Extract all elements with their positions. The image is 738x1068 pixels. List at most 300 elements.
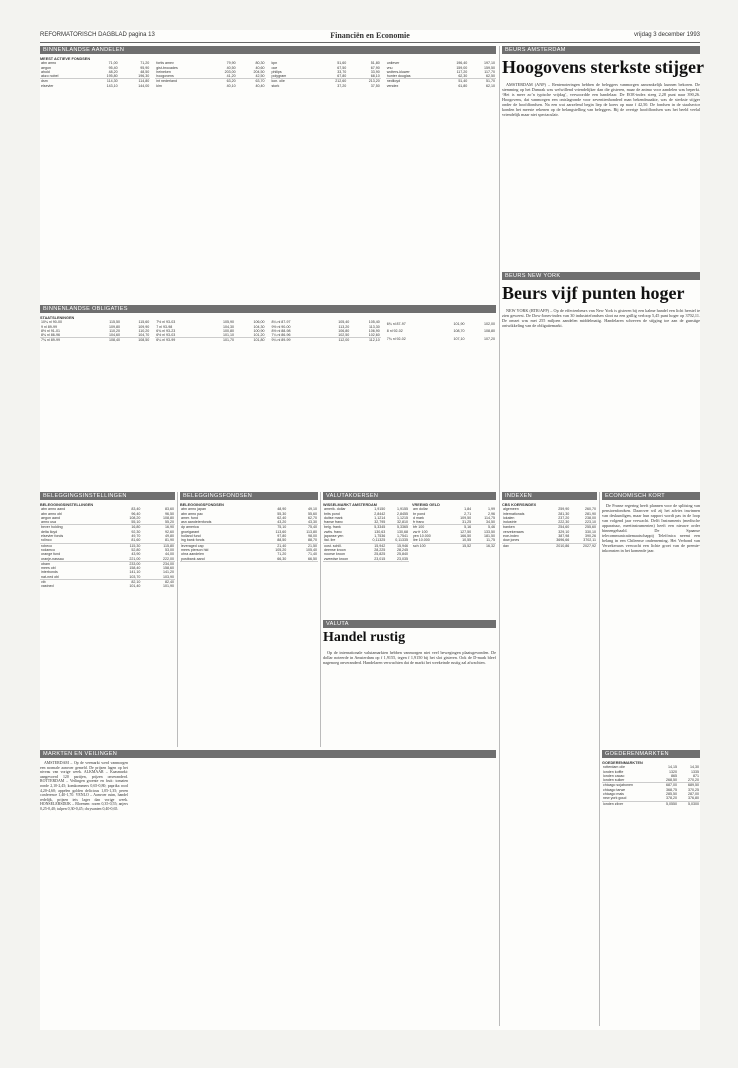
row-last-quote: 234,00 xyxy=(163,561,174,566)
row-last-quote: 107,20 xyxy=(484,336,495,341)
instellingen-table-title: BELEGGINGSINSTELLINGEN xyxy=(40,503,94,507)
row-last-quote: 130,68 xyxy=(397,529,408,534)
row-last-quote: 101,90 xyxy=(163,584,174,589)
row-last-quote: 33,90 xyxy=(370,69,380,74)
row-name: leveraged cap xyxy=(181,543,204,548)
row-last-quote: 158,60 xyxy=(163,566,174,571)
row-last-quote: 55,20 xyxy=(141,520,175,525)
row-last-quote: 92,60 xyxy=(165,529,174,534)
row-name: fortis amev xyxy=(156,61,174,66)
row-prev-quote: 51,60 xyxy=(337,61,347,66)
aandelen-table xyxy=(40,57,496,297)
row-prev-quote: 31,25 xyxy=(448,520,472,525)
row-name: int nederland xyxy=(156,79,178,84)
valuta-headline: Handel rustig xyxy=(323,630,406,645)
row-prev-quote: 62,40 xyxy=(277,515,287,520)
row-prev-quote: 104,30 xyxy=(222,324,234,329)
row-prev-quote: 81,60 xyxy=(108,538,142,543)
row-name: 7 nl 93-98 xyxy=(156,324,173,329)
row-name: chicago sojabonen xyxy=(603,783,633,788)
row-last-quote: 37,50 xyxy=(370,83,380,88)
row-prev-quote: 113,60 xyxy=(275,529,287,534)
row-last-quote: 112,10 xyxy=(369,338,380,343)
row-last-quote: 370,25 xyxy=(688,787,699,792)
row-prev-quote: 1,84 xyxy=(464,507,472,512)
row-name: 9½ nl 90-00 xyxy=(271,324,291,329)
row-last-quote: 3702,11 xyxy=(570,538,597,543)
row-last-quote: 101,80 xyxy=(253,338,265,343)
row-prev-quote: 15,942 xyxy=(374,543,386,548)
row-name: hoogovens xyxy=(155,74,207,79)
row-prev-quote: 55,10 xyxy=(108,520,142,525)
row-prev-quote: 196,40 xyxy=(456,61,468,66)
row-prev-quote: 61,80 xyxy=(458,83,468,88)
row-last-quote: 0,11335 xyxy=(386,538,409,543)
row-prev-quote: 109,80 xyxy=(108,324,120,329)
row-name: 8½ nl 91-01 xyxy=(41,328,60,333)
row-last-quote: 141,20 xyxy=(163,570,174,575)
column-divider xyxy=(499,46,500,1026)
row-name: belg. frank xyxy=(324,525,341,530)
amsterdam-article-body xyxy=(502,82,700,267)
row-last-quote: 11,75 xyxy=(472,538,496,543)
row-last-quote: 689,50 xyxy=(688,783,699,788)
row-last-quote: 55,60 xyxy=(308,511,317,516)
row-last-quote: 110,20 xyxy=(138,328,150,333)
row-name: eoe-index xyxy=(503,534,519,539)
row-last-quote: 49,10 xyxy=(308,507,317,512)
row-name: yen 10.000 xyxy=(413,534,431,539)
row-prev-quote: 103,70 xyxy=(108,575,142,580)
row-last-quote: 40,60 xyxy=(255,65,265,70)
goederen-rows xyxy=(602,765,700,806)
table-row xyxy=(271,84,381,88)
row-prev-quote: 102,50 xyxy=(320,333,351,338)
row-prev-quote: 143,10 xyxy=(106,83,118,88)
row-last-quote: 5,0300 xyxy=(688,801,699,806)
row-name: 6¾ nl 93-23 xyxy=(156,328,176,333)
row-prev-quote: 158,40 xyxy=(129,566,141,571)
amsterdam-headline: Hoogovens sterkste stijger xyxy=(502,57,704,77)
indexen-table xyxy=(502,503,597,743)
row-name: heineken xyxy=(156,69,171,74)
masthead-rule xyxy=(40,42,700,43)
row-last-quote: 14,30 xyxy=(690,765,699,770)
row-name: new york goud xyxy=(602,796,656,801)
row-name: brits pond xyxy=(324,511,340,516)
row-prev-quote: 16,80 xyxy=(131,525,141,530)
row-last-quote: 51,70 xyxy=(486,79,495,84)
amsterdam-article-text: AMSTERDAM (ANP) – Rentenoteringen hebben de beleggers vanmorgen aanvankelijk kunnen bekoren. De stemming op het Damrak was welwillend vriendelijker dan die gisteren, maar de animo voor aandelen was beperkt. ‘Het is meer zo’n typische vrijdag’, verwoordde een handelaar. De EOE-index steeg 2,28 punt naar 390,26. Hoogovens, dat vanmorgen een ontslagronde voor zeventienhonderd man bekendmaakte, was de sterkste stijger onder de hoofdfondsen. Na een wat aarzelend begin liep de koers op naar f 42,50. De fondsen in de staalsector konden het meeste rekenen op de belangstelling van beleggers. Bij de overige hoofdfondsen was het beeld veelal vriendelijk maar niet spectaculair. xyxy=(502,82,700,117)
row-name: bfr 100 xyxy=(413,525,425,530)
row-prev-quote: 71,20 xyxy=(277,552,287,557)
row-last-quote: 95,90 xyxy=(140,65,150,70)
row-last-quote: 102,00 xyxy=(484,321,495,326)
row-last-quote: 114,80 xyxy=(138,79,150,84)
vreemd-geld-table-title: VREEMD GELD xyxy=(412,503,440,507)
row-name: am dollar xyxy=(413,507,428,512)
row-prev-quote: 2,71 xyxy=(464,511,472,516)
aandelen-table-title: MEEST ACTIEVE FONDSEN xyxy=(40,57,91,61)
row-prev-quote: 222,30 xyxy=(544,520,571,525)
vreemd-geld-rows xyxy=(412,507,496,548)
row-name: rotterdam olie xyxy=(603,765,625,770)
row-prev-quote: 10,55 xyxy=(448,538,472,543)
row-name: internationals xyxy=(503,511,525,516)
table-row xyxy=(602,801,700,806)
row-name: zwits. franc xyxy=(324,529,342,534)
row-last-quote: 44,00 xyxy=(165,552,174,557)
row-name: kon. olie xyxy=(271,79,285,84)
row-last-quote: 2,8455 xyxy=(397,511,408,516)
instellingen-table xyxy=(40,503,175,743)
row-last-quote: 80,30 xyxy=(255,61,265,66)
row-prev-quote: 15,52 xyxy=(462,543,472,548)
vreemd-geld-table xyxy=(412,503,496,613)
row-prev-quote: 55,30 xyxy=(277,511,287,516)
valutakoersen-table-title: WISSELMARKT AMSTERDAM xyxy=(323,503,377,507)
quote-column xyxy=(155,320,265,342)
row-name: wolters-kluwer xyxy=(386,69,410,74)
quote-column xyxy=(155,61,265,88)
instellingen-rows xyxy=(40,507,175,588)
row-last-quote: 106,00 xyxy=(253,320,265,325)
row-last-quote: 113,80 xyxy=(306,529,317,534)
row-last-quote: 330,10 xyxy=(585,529,596,534)
row-name: gist-brocades xyxy=(156,65,178,70)
row-name: dax xyxy=(503,543,509,548)
row-last-quote: 390,26 xyxy=(585,534,596,539)
row-prev-quote: 141,10 xyxy=(129,570,141,575)
quote-column xyxy=(271,61,381,88)
row-last-quote: 23,035 xyxy=(386,557,409,562)
row-prev-quote: 1,9150 xyxy=(374,507,386,512)
row-prev-quote: 105,90 xyxy=(222,320,234,325)
row-prev-quote: 43,20 xyxy=(257,520,288,525)
band-goederenmarkten: GOEDERENMARKTEN xyxy=(602,750,700,758)
row-last-quote: 117,70 xyxy=(484,69,495,74)
economisch-kort-body xyxy=(602,503,700,743)
row-prev-quote: 25,825 xyxy=(374,552,386,557)
row-prev-quote: 82,10 xyxy=(131,580,141,585)
row-last-quote: 71,40 xyxy=(308,552,317,557)
band-beurs-new-york: BEURS NEW YORK xyxy=(502,272,700,280)
row-name: vastned xyxy=(41,584,54,589)
row-prev-quote: 109,50 xyxy=(460,515,472,520)
quote-column xyxy=(386,61,496,88)
row-prev-quote: 268,50 xyxy=(656,778,678,783)
row-name: unilever xyxy=(386,61,400,66)
row-name: ahold xyxy=(41,69,50,74)
row-name: ital. lire xyxy=(323,538,363,543)
row-last-quote: 113,30 xyxy=(369,324,380,329)
row-last-quote: 40,40 xyxy=(255,83,265,88)
row-name: chicago mais xyxy=(603,792,624,797)
row-prev-quote: 105,40 xyxy=(338,320,350,325)
row-name: 6¼ nl 93-99 xyxy=(156,338,176,343)
row-name: verzekeraars xyxy=(503,529,524,534)
row-name: bever holding xyxy=(41,525,63,530)
row-name: 8½ nl 88-98 xyxy=(271,328,291,333)
row-last-quote: 83,60 xyxy=(165,507,174,512)
row-prev-quote: 66,30 xyxy=(257,557,288,562)
row-last-quote: 376,80 xyxy=(678,796,700,801)
row-last-quote: 255,60 xyxy=(585,525,596,530)
table-row xyxy=(412,543,496,548)
row-name: polygram xyxy=(271,74,314,79)
row-last-quote: 1,7541 xyxy=(397,534,408,539)
obligaties-table-title: STAATSLENINGEN xyxy=(40,316,75,320)
row-last-quote: 106,90 xyxy=(368,328,380,333)
row-prev-quote: 101,70 xyxy=(222,338,234,343)
row-prev-quote: 108,70 xyxy=(453,329,465,334)
row-prev-quote: 48,20 xyxy=(108,69,118,74)
row-name: abn amro pac xyxy=(181,511,203,516)
quote-column xyxy=(40,61,150,88)
row-last-quote: 197,10 xyxy=(484,61,495,66)
masthead xyxy=(40,30,700,42)
row-name: mees pierson hld xyxy=(181,547,209,552)
row-last-quote: 16,90 xyxy=(165,525,174,530)
new-york-headline: Beurs vijf punten hoger xyxy=(502,283,685,303)
row-prev-quote: 1,1214 xyxy=(374,515,386,520)
row-name: deense kroon xyxy=(324,547,346,552)
row-name: fr franc xyxy=(412,520,448,525)
row-prev-quote: 387,98 xyxy=(558,534,570,539)
table-row xyxy=(386,84,496,88)
row-name: aegon aand xyxy=(41,515,60,520)
row-last-quote: 1,99 xyxy=(488,507,495,512)
row-name: japanse yen xyxy=(324,534,344,539)
row-prev-quote: 113,20 xyxy=(338,324,350,329)
row-name: abn amro xyxy=(41,61,57,66)
row-prev-quote: 104,60 xyxy=(92,333,121,338)
row-last-quote: 109,90 xyxy=(138,324,150,329)
row-name: 7¾ nl 89-99 xyxy=(41,338,60,343)
row-name: zw fr 100 xyxy=(413,529,428,534)
row-last-quote: 871 xyxy=(693,773,699,778)
row-name: vendex xyxy=(386,83,399,88)
row-last-quote: 223,10 xyxy=(570,520,597,525)
row-name: 7½ nl 93-03 xyxy=(156,320,176,325)
row-name: abn amro obl xyxy=(41,511,62,516)
row-prev-quote: 92,30 xyxy=(131,529,141,534)
row-last-quote: 1,1215 xyxy=(397,515,408,520)
row-name: amro usa xyxy=(40,520,108,525)
row-last-quote: 238,00 xyxy=(585,515,596,520)
band-beleggingsinstellingen: BELEGGINGSINSTELLINGEN xyxy=(40,492,175,500)
row-last-quote: 81,90 xyxy=(141,538,175,543)
row-prev-quote: 14,15 xyxy=(668,765,678,770)
markten-text: AMSTERDAM – Op de veemarkt werd vanmorgen een normale aanvoer gemeld. De prijzen lagen op het niveau van vorige week. ALKMAAR – Kaasmarkt: aangevoerd 120 partijen, prijzen onveranderd. ROTTERDAM – Veilingen groente en fruit: tomaten ronde 2,10-2,45; komkommers 0,65-0,80; paprika rood 4,20-4,60; appelen golden delicious 1,05-1,35; peren conference 1,40-1,70. VENLO – Aanvoer ruim, handel redelijk, prijzen iets lager dan vorige week. HONSELERSDIJK – Bloemen: rozen 0,35-0,55; anjers 0,25-0,40; tulpen 0,30-0,45; chrysanten 0,40-0,65. xyxy=(40,761,128,811)
row-prev-quote: 203,00 xyxy=(224,69,236,74)
row-name: asn aandelenfonds xyxy=(180,520,257,525)
row-last-quote: 104,30 xyxy=(253,324,265,329)
row-last-quote: 104,70 xyxy=(121,333,150,338)
row-name: nat-ned obl xyxy=(40,575,108,580)
band-beurs-amsterdam: BEURS AMSTERDAM xyxy=(502,46,700,54)
row-name: 10¼ nl 90-00 xyxy=(41,320,62,325)
band-economisch-kort: ECONOMISCH KORT xyxy=(602,492,700,500)
row-name: oranje-nassau xyxy=(40,557,108,562)
goederen-table-title: GOEDERENMARKTEN xyxy=(602,761,643,765)
row-last-quote: 62,50 xyxy=(468,74,496,79)
row-name: 9 nl 89-99 xyxy=(41,324,57,329)
row-last-quote: 108,80 xyxy=(163,515,174,520)
row-last-quote: 144,00 xyxy=(138,83,150,88)
row-prev-quote: 37,20 xyxy=(337,83,347,88)
row-name: abn amro aand xyxy=(41,507,66,512)
row-prev-quote: 115,30 xyxy=(129,543,141,548)
row-last-quote: 260,70 xyxy=(585,507,596,512)
row-prev-quote: 49,70 xyxy=(131,534,141,539)
row-name: orange fund xyxy=(41,552,61,557)
row-prev-quote: 237,20 xyxy=(558,515,570,520)
row-prev-quote: 33,70 xyxy=(337,69,347,74)
row-name: robeco xyxy=(41,543,52,548)
row-last-quote: 105,40 xyxy=(306,547,317,552)
row-last-quote: 287,00 xyxy=(688,792,699,797)
row-name: elsevier xyxy=(41,83,54,88)
row-prev-quote: 67,80 xyxy=(314,74,348,79)
row-name: londen koffie xyxy=(603,769,624,774)
row-last-quote: 53,00 xyxy=(165,547,174,552)
row-name: 7¼ nl 86-96 xyxy=(271,333,320,338)
row-prev-quote: 40,10 xyxy=(226,83,236,88)
row-last-quote: 68,10 xyxy=(347,74,381,79)
table-row xyxy=(155,84,265,88)
masthead-paper-name: REFORMATORISCH DAGBLAD pagina 13 xyxy=(40,32,155,38)
band-markten-en-veilingen: MARKTEN EN VEILINGEN xyxy=(40,750,496,758)
row-name: elsevier fonds xyxy=(41,534,64,539)
row-name: dp america xyxy=(181,525,199,530)
row-last-quote: 98,00 xyxy=(308,534,317,539)
row-name: stork xyxy=(271,83,280,88)
row-last-quote: 63,70 xyxy=(255,79,265,84)
valutakoersen-rows xyxy=(323,507,409,562)
band-valuta: VALUTA xyxy=(323,620,496,628)
row-last-quote: 71,20 xyxy=(140,61,150,66)
table-row xyxy=(323,557,409,562)
row-last-quote: 115,80 xyxy=(163,543,174,548)
economisch-kort-text: De Franse regering heeft plannen voor de splitsing van pensioenfondsen. Daarover wil zij het advies inwinnen van deskundigen, maar hun rapport wordt pas in de loop van volgend jaar verwacht. Delft Instruments (medische apparatuur, meetinstrumenten) heeft een nieuwe order binnengehaald. De Spaanse telecommunicatiemaatschappij Telefónica neemt een belang in een Chileense onderneming. Het Verbond van Verzekeraars verwacht een lichte groei van de premie-inkomsten in het komende jaar. xyxy=(602,503,700,553)
row-name: holland fund xyxy=(181,534,201,539)
obligaties-table xyxy=(40,316,496,486)
row-last-quote: 51,80 xyxy=(370,61,380,66)
row-last-quote: 16,32 xyxy=(486,543,495,548)
row-prev-quote: 1320 xyxy=(669,769,678,774)
row-last-quote: 102,60 xyxy=(350,333,381,338)
row-prev-quote: 21,40 xyxy=(277,543,287,548)
row-name: akzo nobel xyxy=(40,74,87,79)
row-prev-quote: 108,20 xyxy=(129,515,141,520)
row-last-quote: 42,50 xyxy=(237,74,266,79)
row-name: klm xyxy=(156,83,162,88)
row-prev-quote: 5,0550 xyxy=(666,801,678,806)
row-last-quote: 159,50 xyxy=(484,65,495,70)
row-prev-quote: 3696,66 xyxy=(544,538,571,543)
row-prev-quote: 368,75 xyxy=(666,787,678,792)
markten-column-1 xyxy=(40,761,128,1026)
table-row xyxy=(40,584,175,588)
row-last-quote: 114,75 xyxy=(484,515,495,520)
row-prev-quote: 0,11325 xyxy=(363,538,386,543)
row-name: amerik. dollar xyxy=(324,507,346,512)
indexen-table-title: CBS KOERSINDEX xyxy=(502,503,537,507)
row-name: londen suiker xyxy=(602,778,656,783)
row-prev-quote: 221,00 xyxy=(108,557,142,562)
table-row xyxy=(40,84,150,88)
row-name: 7¾ nl 92-02 xyxy=(386,336,406,341)
row-prev-quote: 71,00 xyxy=(108,61,118,66)
row-prev-quote: 112,00 xyxy=(338,338,350,343)
row-prev-quote: 127,50 xyxy=(460,529,472,534)
row-name: mees obl xyxy=(41,566,56,571)
row-name: noorse kroon xyxy=(324,552,345,557)
row-name: aegon xyxy=(41,65,51,70)
row-prev-quote: 233,00 xyxy=(129,561,141,566)
row-prev-quote: 63,20 xyxy=(226,79,236,84)
row-prev-quote: 114,30 xyxy=(106,79,118,84)
row-prev-quote: 117,20 xyxy=(456,69,468,74)
row-last-quote: 96,50 xyxy=(165,511,174,516)
table-row xyxy=(386,335,496,343)
row-prev-quote: 67,50 xyxy=(337,65,347,70)
row-last-quote: 88,70 xyxy=(287,538,318,543)
row-prev-quote: 108,40 xyxy=(108,338,120,343)
row-prev-quote: 32,795 xyxy=(363,520,386,525)
table-row xyxy=(502,543,597,548)
row-name: banken xyxy=(503,525,515,530)
row-last-quote: 62,10 xyxy=(486,83,495,88)
row-prev-quote: 95,40 xyxy=(108,65,118,70)
row-prev-quote: 259,90 xyxy=(558,507,570,512)
row-prev-quote: 254,60 xyxy=(558,525,570,530)
masthead-section-title: Financiën en Economie xyxy=(330,31,410,40)
table-row xyxy=(155,338,265,343)
row-prev-quote: 212,60 xyxy=(335,79,347,84)
goederen-table xyxy=(602,761,700,1026)
column-divider xyxy=(177,492,178,747)
row-last-quote: 1335 xyxy=(691,769,699,774)
valuta-article-text: Op de internationale valutamarkten hebben vanmorgen niet veel bewegingen plaatsgevonden. De dollar noteerde in Amsterdam op f 1,9155, tegen f 1,9150 bij het slot gisteren. Ook de D-mark bleef nagenoeg onveranderd. Handelaren verwachten dat de markt het weekeinde rustig zal afwachten. xyxy=(323,650,496,665)
row-last-quote: 270,20 xyxy=(678,778,700,783)
row-name: delta lloyd xyxy=(41,529,58,534)
row-prev-quote: 48,90 xyxy=(277,507,287,512)
row-prev-quote: 5,3345 xyxy=(374,525,386,530)
row-last-quote: 43,30 xyxy=(287,520,318,525)
row-last-quote: 222,00 xyxy=(141,557,175,562)
row-prev-quote: 106,80 xyxy=(338,328,350,333)
row-prev-quote: 2,8442 xyxy=(374,511,386,516)
row-prev-quote: 101,10 xyxy=(204,333,235,338)
row-name: franse franc xyxy=(323,520,363,525)
row-name: sch 100 xyxy=(413,543,426,548)
row-last-quote: 32,810 xyxy=(386,520,409,525)
band-beleggingsfondsen: BELEGGINGSFONDSEN xyxy=(180,492,318,500)
band-indexen: INDEXEN xyxy=(502,492,597,500)
row-prev-quote: 2010,86 xyxy=(556,543,570,548)
row-last-quote: 100,90 xyxy=(253,328,265,333)
row-name: 8¾ nl 86-96 xyxy=(40,333,92,338)
row-prev-quote: 41,20 xyxy=(208,74,237,79)
row-prev-quote: 1,7536 xyxy=(374,534,386,539)
row-name: oost. schill. xyxy=(324,543,342,548)
column-divider xyxy=(320,492,321,747)
row-last-quote: 213,20 xyxy=(368,79,380,84)
row-prev-quote: 51,40 xyxy=(458,79,468,84)
row-prev-quote: 101,40 xyxy=(129,584,141,589)
